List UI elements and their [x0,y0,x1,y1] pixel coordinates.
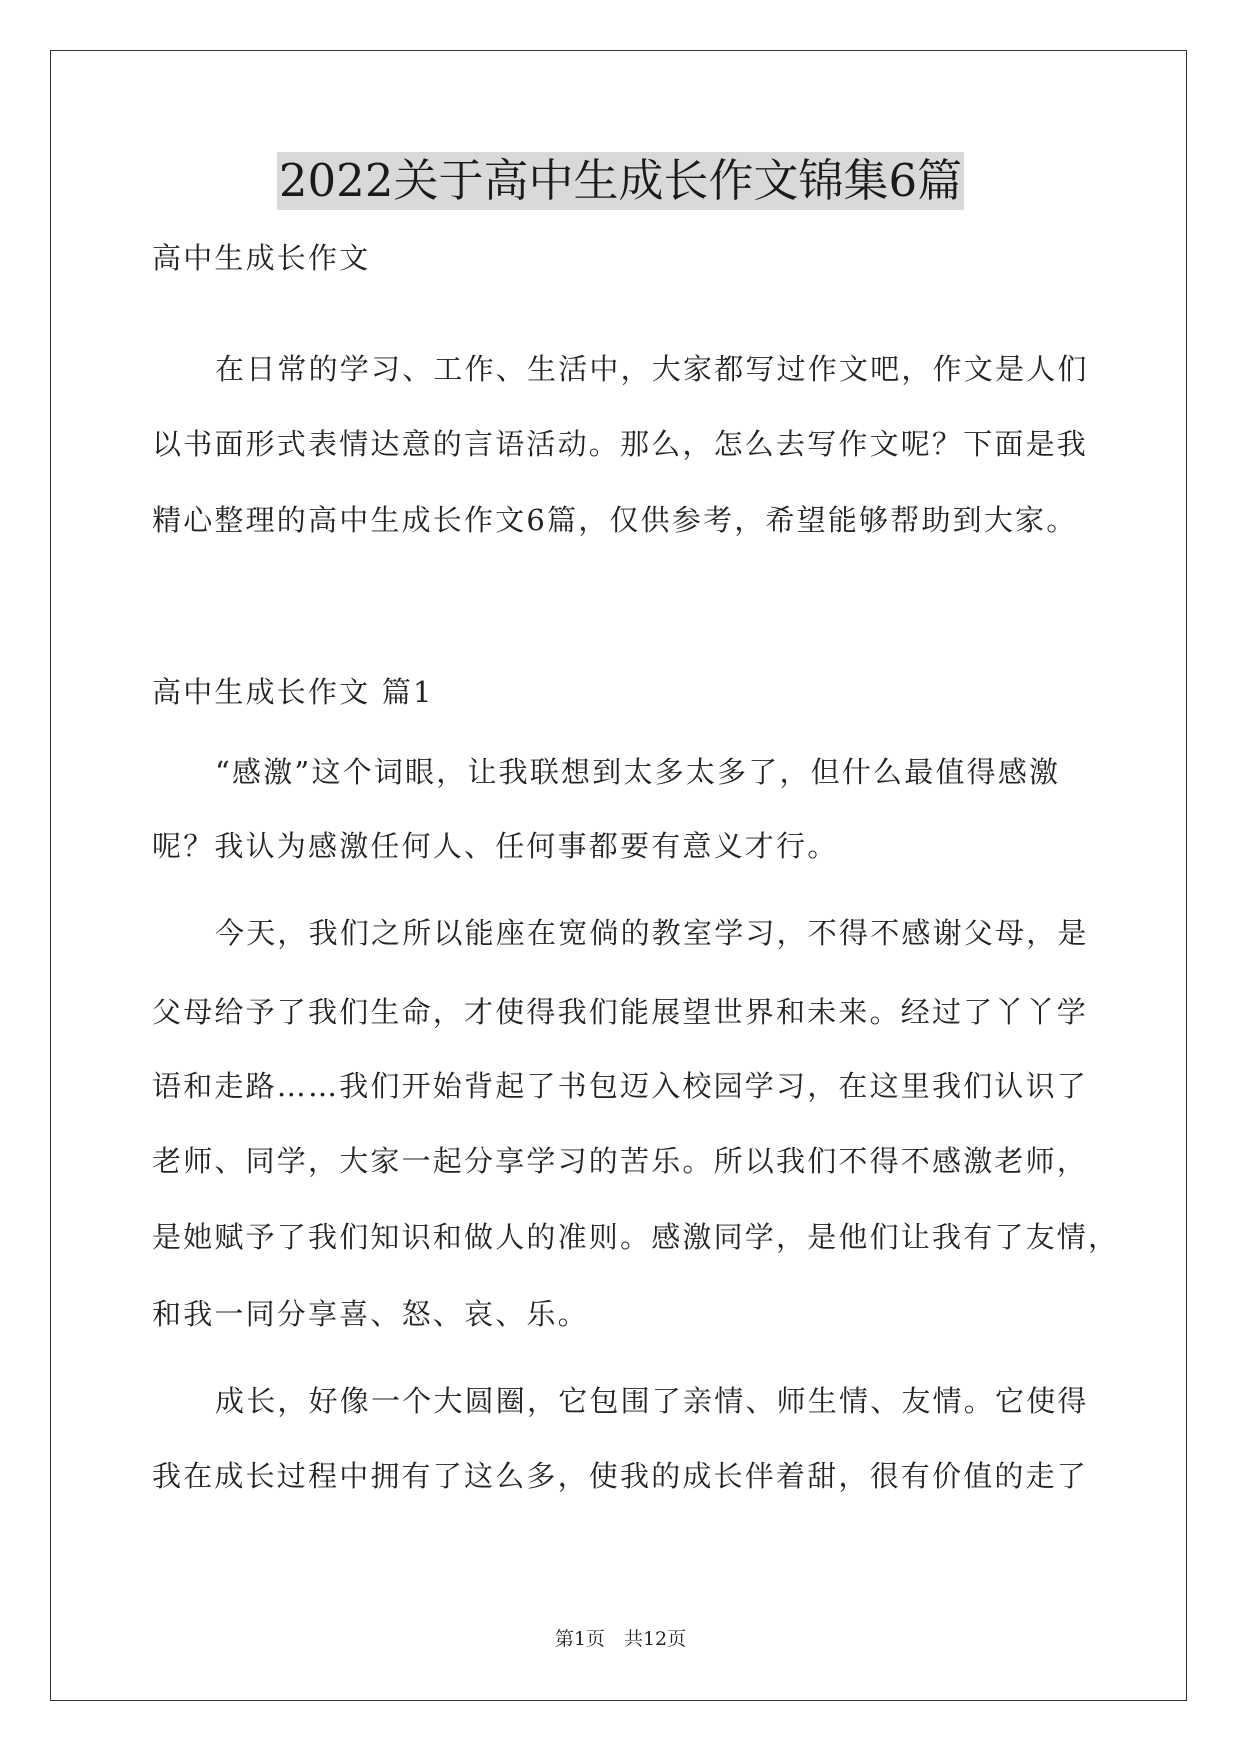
paragraph-line: 在日常的学习、工作、生活中，大家都写过作文吧，作文是人们 [215,352,1089,386]
paragraph-line: 今天，我们之所以能座在宽倘的教室学习，不得不感谢父母，是 [215,916,1089,950]
paragraph-line: 是她赋予了我们知识和做人的准则。感激同学，是他们让我有了友情， [152,1220,1120,1254]
paragraph-line: 以书面形式表情达意的言语活动。那么，怎么去写作文呢？下面是我 [152,427,1089,461]
page-footer: 第1页 共12页 [554,1628,687,1650]
paragraph-line: 精心整理的高中生成长作文6篇，仅供参考，希望能够帮助到大家。 [152,503,1078,537]
paragraph-line: 成长，好像一个大圆圈，它包围了亲情、师生情、友情。它使得 [215,1384,1089,1418]
paragraph-line: 我在成长过程中拥有了这么多，使我的成长伴着甜，很有价值的走了 [152,1459,1089,1493]
title-container [0,152,1241,210]
paragraph-line: “感激”这个词眼，让我联想到太多太多了，但什么最值得感激 [215,755,1061,789]
paragraph-line: 语和走路……我们开始背起了书包迈入校园学习，在这里我们认识了 [152,1069,1089,1103]
section-heading: 高中生成长作文 篇1 [152,675,434,709]
paragraph-line: 父母给予了我们生命，才使得我们能展望世界和未来。经过了丫丫学 [152,995,1089,1029]
document-title: 2022关于高中生成长作文锦集6篇 [277,152,964,210]
section-heading: 高中生成长作文 [152,241,371,275]
paragraph-line: 和我一同分享喜、怒、哀、乐。 [152,1297,589,1331]
paragraph-line: 老师、同学，大家一起分享学习的苦乐。所以我们不得不感激老师， [152,1144,1089,1178]
paragraph-line: 呢？我认为感激任何人、任何事都要有意义才行。 [152,829,839,863]
page-border [50,50,1187,1701]
